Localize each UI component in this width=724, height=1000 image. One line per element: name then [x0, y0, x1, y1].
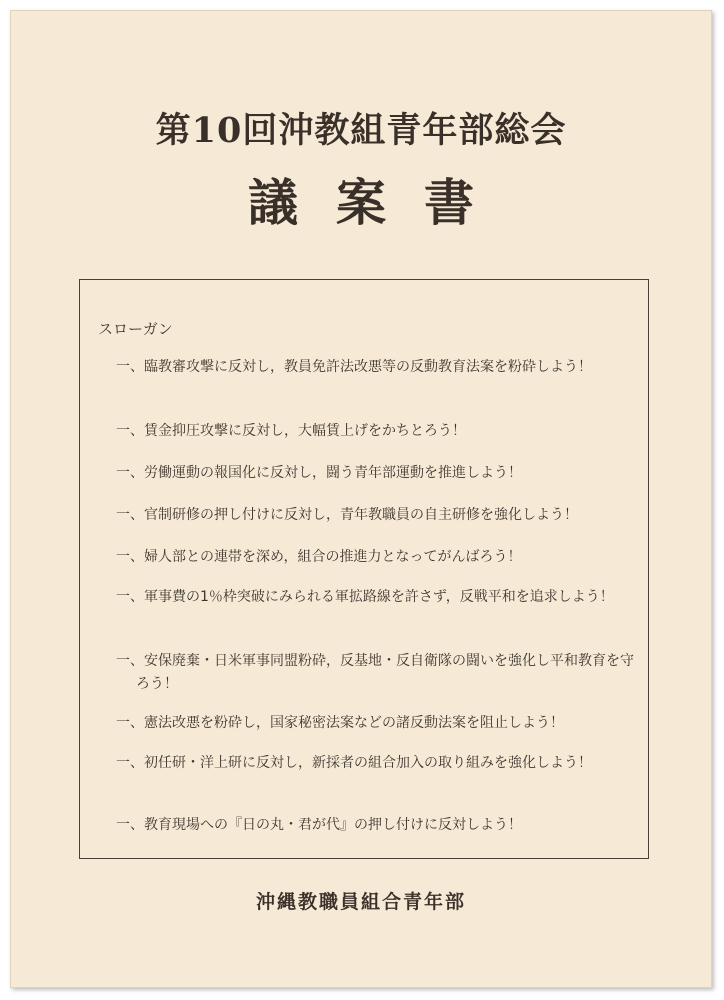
document-type-title: 議案書 [248, 173, 512, 232]
slogan-item: 一、初任研・洋上研に反対し，新採者の組合加入の取り組みを強化しよう！ [116, 755, 592, 771]
slogan-item: 一、安保廃棄・日米軍事同盟粉砕，反基地・反自衛隊の闘いを強化し平和教育を守ろう！ [116, 653, 634, 692]
slogan-item: 一、軍事費の1％枠突破にみられる軍拡路線を許さず，反戦平和を追求しよう！ [116, 589, 614, 605]
slogan-item: 一、官制研修の押し付けに反対し，青年教職員の自主研修を強化しよう！ [116, 507, 578, 523]
slogan-item: 一、教育現場への『日の丸・君が代』の押し付けに反対しよう！ [116, 817, 522, 833]
slogan-item: 一、憲法改悪を粉砕し，国家秘密法案などの諸反動法案を阻止しよう！ [116, 715, 564, 731]
slogan-item: 一、臨教審攻撃に反対し，教員免許法改悪等の反動教育法案を粉砕しよう！ [116, 359, 592, 375]
publisher-name: 沖縄教職員組合青年部 [255, 891, 466, 913]
meeting-title: 第10回沖教組青年部総会 [155, 110, 567, 151]
slogan-item: 一、賃金抑圧攻撃に反対し，大幅賃上げをかちとろう！ [116, 423, 466, 439]
document-cover [10, 10, 712, 988]
slogan-item: 一、労働運動の報国化に反対し，闘う青年部運動を推進しよう！ [116, 465, 522, 481]
slogan-box [79, 279, 649, 859]
slogan-item: 一、婦人部との連帯を深め，組合の推進力となってがんばろう！ [116, 549, 522, 565]
slogan-heading: スローガン [98, 320, 173, 338]
